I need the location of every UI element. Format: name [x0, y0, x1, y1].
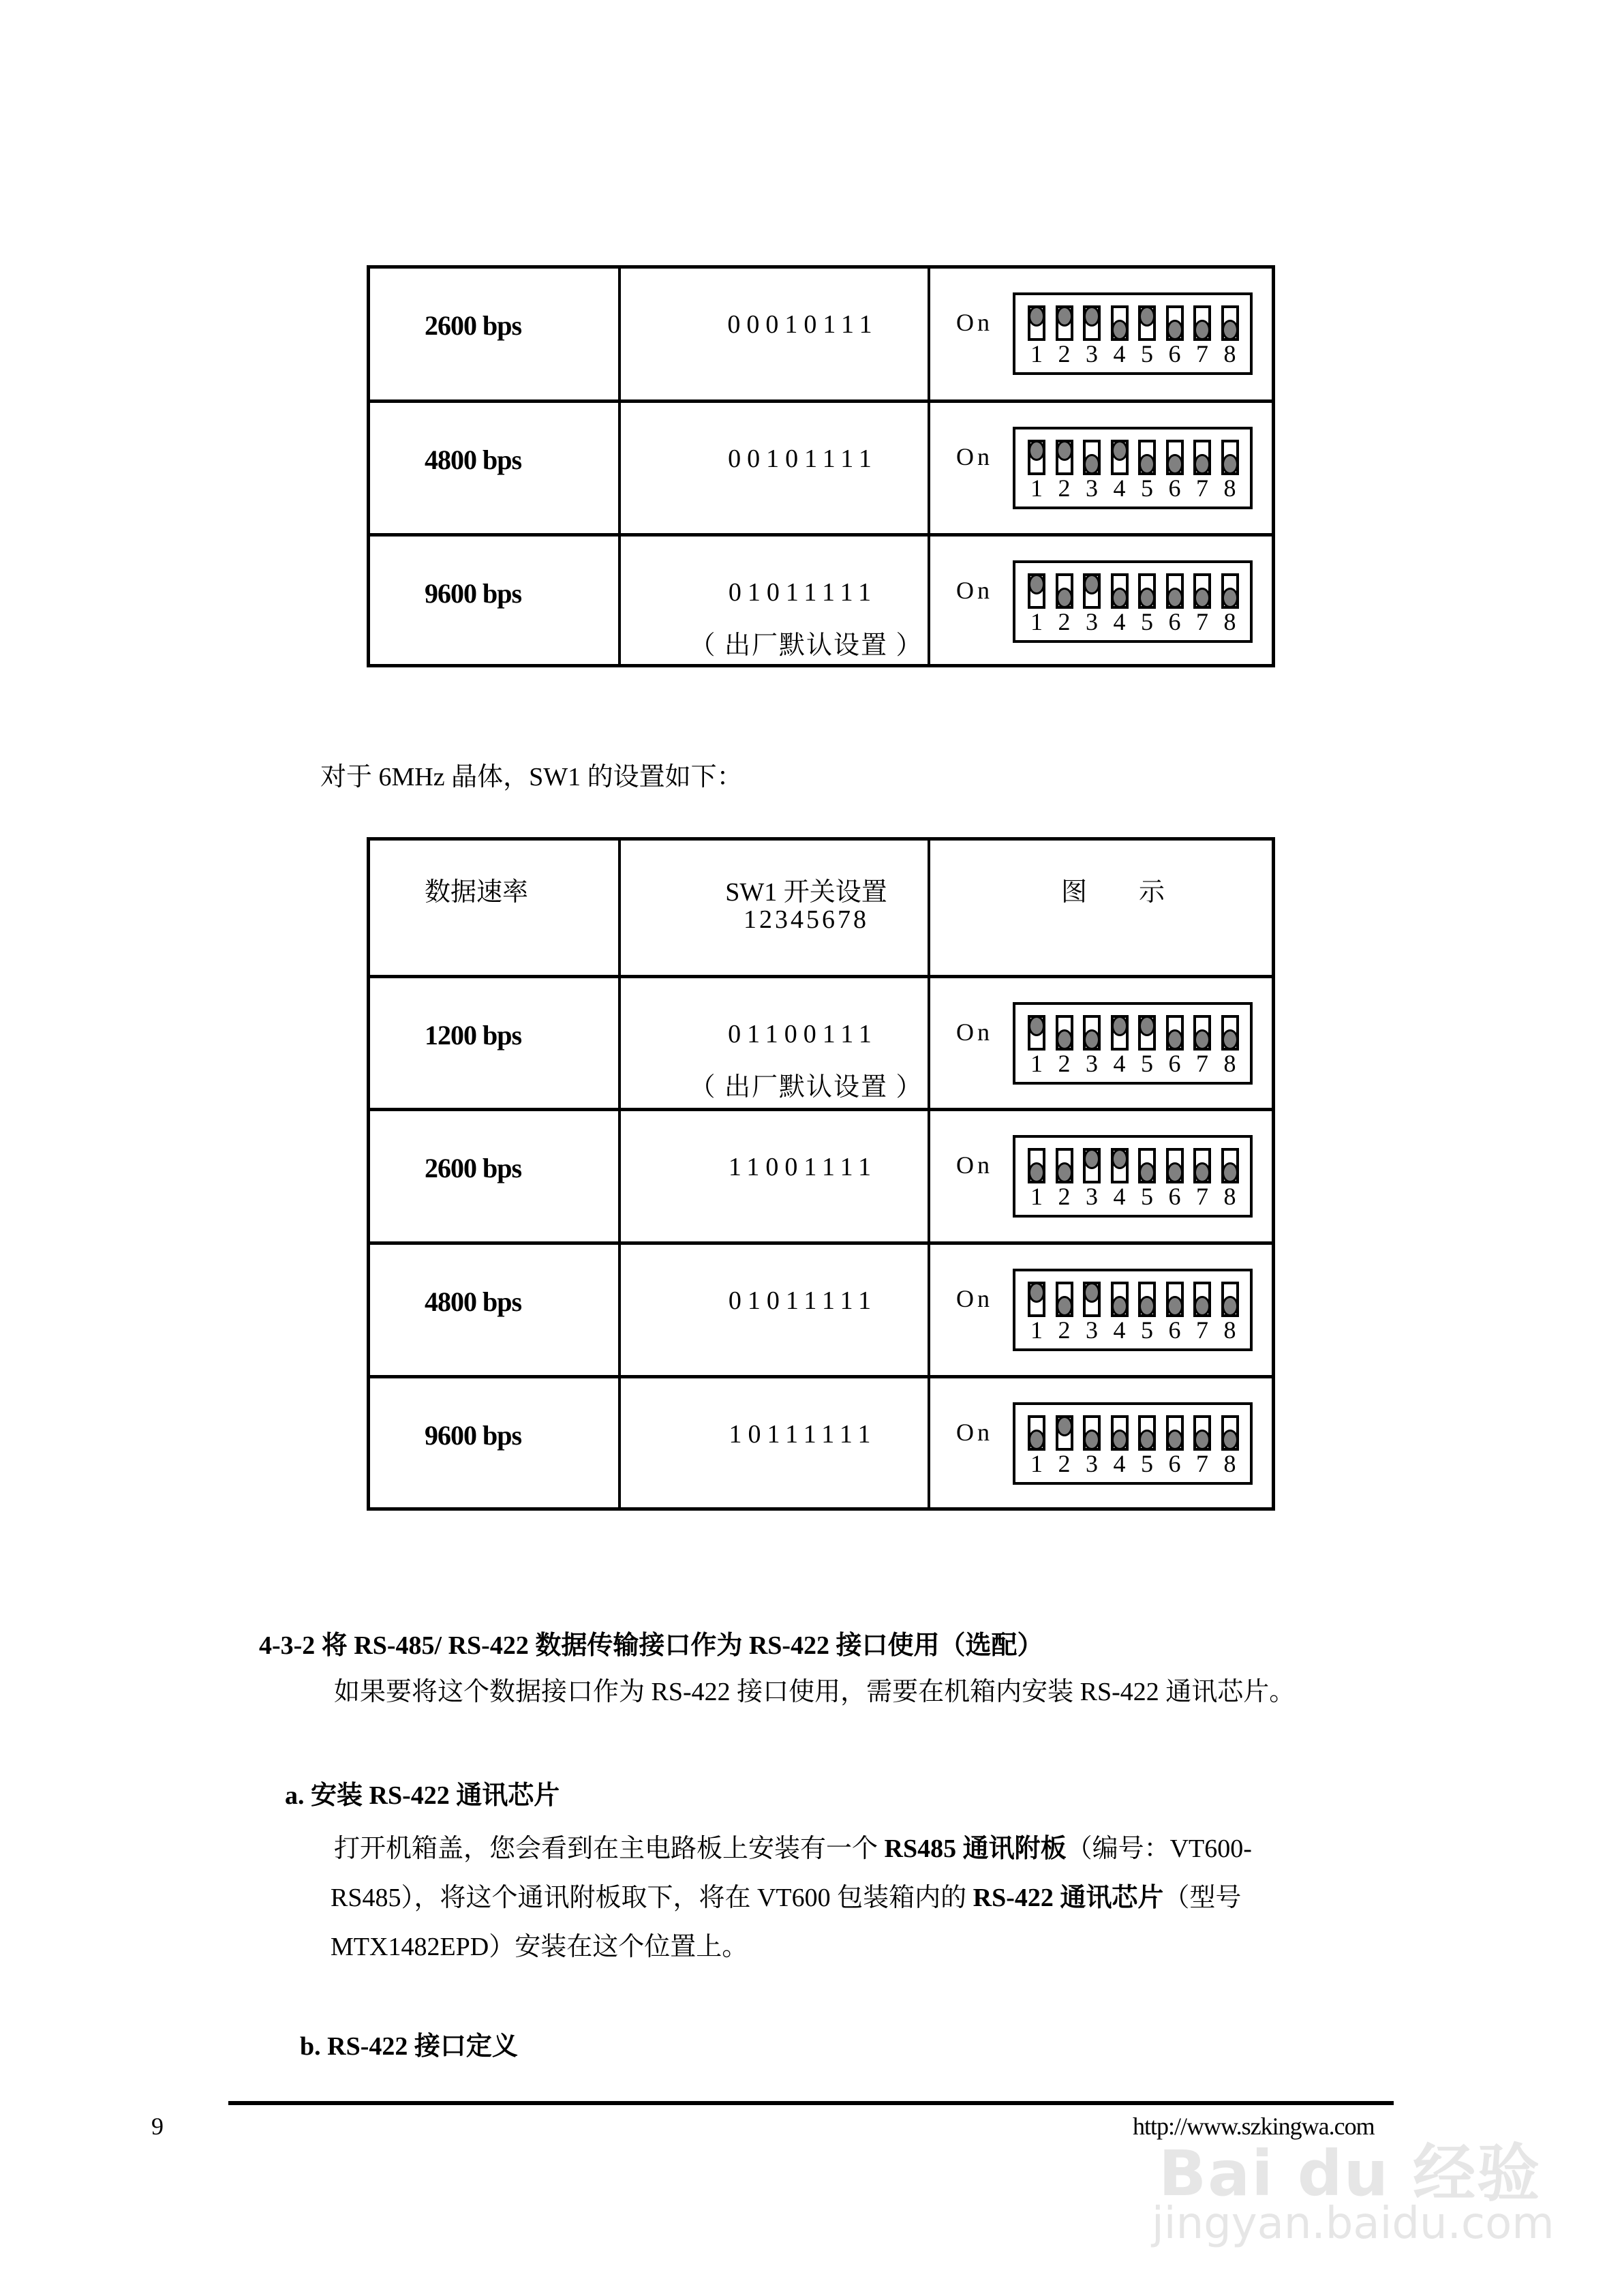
- switch-number: 7: [1196, 1450, 1208, 1477]
- switch-number: 8: [1223, 1316, 1236, 1344]
- switch-code: 11001111: [728, 1153, 878, 1181]
- dip-switch-6: [1166, 1015, 1184, 1051]
- dip-switch-4: [1111, 1415, 1129, 1451]
- table-row: [370, 1108, 1272, 1242]
- baud-rate-label: 9600 bps: [425, 1420, 522, 1451]
- on-label: On: [956, 1285, 993, 1312]
- text: 打开机箱盖，您会看到在主电路板上安装有一个: [334, 1834, 885, 1863]
- switch-number: 1: [1030, 1316, 1043, 1344]
- dip-switch-8: [1221, 573, 1239, 609]
- dip-switch-1: [1028, 1148, 1045, 1183]
- dip-switch-6: [1166, 305, 1184, 341]
- switch-knob-off-icon: [1222, 454, 1238, 474]
- switch-knob-off-icon: [1028, 1162, 1045, 1183]
- switch-knob-off-icon: [1222, 1296, 1238, 1316]
- baud-rate-label: 4800 bps: [425, 444, 522, 475]
- baud-rate-label: 4800 bps: [425, 1286, 522, 1317]
- dip-switch-1: [1028, 1415, 1045, 1451]
- on-label: On: [956, 1151, 993, 1179]
- dip-switch-2: [1056, 440, 1073, 475]
- dip-switch-5: [1138, 305, 1156, 341]
- dip-switch-8: [1221, 1148, 1239, 1183]
- on-label: On: [956, 443, 993, 470]
- dip-switch-1: [1028, 573, 1045, 609]
- dip-switch-5: [1138, 1015, 1156, 1051]
- dip-switch-7: [1193, 305, 1211, 341]
- switch-code: 00010111: [727, 310, 878, 339]
- switch-knob-off-icon: [1028, 1430, 1045, 1450]
- dip-switch-diagram: [1013, 292, 1253, 375]
- switch-knob-off-icon: [1194, 588, 1210, 608]
- dip-switch-diagram: [1013, 1135, 1253, 1218]
- switch-number: 2: [1058, 1183, 1071, 1210]
- switch-code: 00101111: [728, 444, 878, 473]
- switch-number: 5: [1141, 1316, 1153, 1344]
- switch-number: 4: [1113, 474, 1126, 502]
- switch-knob-off-icon: [1167, 1162, 1183, 1183]
- subsection-a-title: a. 安装 RS-422 通讯芯片: [285, 1781, 560, 1810]
- switch-number: 2: [1058, 1316, 1071, 1344]
- switch-knob-off-icon: [1194, 1162, 1210, 1183]
- switch-knob-off-icon: [1194, 320, 1210, 340]
- switch-knob-on-icon: [1112, 1149, 1128, 1169]
- switch-knob-off-icon: [1167, 1296, 1183, 1316]
- switch-number: 2: [1058, 474, 1071, 502]
- table-row: [370, 533, 1272, 667]
- emphasis: RS485 通讯附板: [884, 1834, 1067, 1863]
- switch-number: 1: [1030, 608, 1043, 635]
- on-label: On: [956, 309, 993, 336]
- dip-switch-1: [1028, 440, 1045, 475]
- on-label: On: [956, 1018, 993, 1046]
- table-row: [370, 269, 1272, 403]
- factory-default-note: （ 出厂默认设置 ）: [689, 631, 923, 660]
- dip-switch-1: [1028, 305, 1045, 341]
- switch-knob-on-icon: [1112, 440, 1128, 461]
- on-label: On: [956, 577, 993, 604]
- factory-default-note: （ 出厂默认设置 ）: [689, 1073, 923, 1102]
- dip-switch-7: [1193, 1015, 1211, 1051]
- dip-switch-2: [1056, 1148, 1073, 1183]
- dip-switch-4: [1111, 1148, 1129, 1183]
- switch-knob-off-icon: [1167, 320, 1183, 340]
- text: （型号: [1163, 1884, 1242, 1912]
- dip-switch-2: [1056, 1415, 1073, 1451]
- dip-switch-6: [1166, 1415, 1184, 1451]
- switch-code: 01100111: [728, 1020, 878, 1048]
- switch-number: 8: [1223, 474, 1236, 502]
- switch-code: 01011111: [728, 578, 878, 607]
- dip-switch-1: [1028, 1282, 1045, 1317]
- switch-knob-off-icon: [1084, 454, 1100, 474]
- switch-number: 6: [1168, 340, 1181, 367]
- header-sw1-setting: SW1 开关设置: [725, 878, 887, 907]
- dip-switch-7: [1193, 1415, 1211, 1451]
- dip-switch-8: [1221, 1015, 1239, 1051]
- baud-rate-label: 9600 bps: [425, 578, 522, 609]
- baud-rate-label: 1200 bps: [425, 1020, 522, 1051]
- dip-switch-2: [1056, 1015, 1073, 1051]
- switch-knob-off-icon: [1167, 1430, 1183, 1450]
- switch-number: 5: [1141, 1450, 1153, 1477]
- header-data-rate: 数据速率: [425, 878, 529, 907]
- on-label: On: [956, 1419, 993, 1446]
- switch-knob-off-icon: [1222, 588, 1238, 608]
- dip-switch-6: [1166, 1148, 1184, 1183]
- table-row: [370, 1241, 1272, 1376]
- switch-knob-off-icon: [1084, 1029, 1100, 1050]
- switch-number: 8: [1223, 1450, 1236, 1477]
- text: （编号：VT600-: [1066, 1834, 1252, 1863]
- dip-switch-3: [1083, 305, 1101, 341]
- switch-knob-on-icon: [1112, 1016, 1128, 1036]
- table-row: [370, 1375, 1272, 1509]
- switch-number: 1: [1030, 1450, 1043, 1477]
- dip-switch-8: [1221, 305, 1239, 341]
- dip-switch-1: [1028, 1015, 1045, 1051]
- switch-knob-on-icon: [1028, 1282, 1045, 1303]
- baidu-watermark-site: jingyan.baidu.com: [1152, 2199, 1555, 2249]
- dip-switch-8: [1221, 1282, 1239, 1317]
- dip-switch-diagram: [1013, 427, 1253, 509]
- dip-switch-6: [1166, 1282, 1184, 1317]
- footer-rule: [228, 2101, 1394, 2105]
- switch-number: 2: [1058, 608, 1071, 635]
- switch-number: 3: [1086, 1450, 1098, 1477]
- switch-number: 7: [1196, 608, 1208, 635]
- switch-number: 6: [1168, 1316, 1181, 1344]
- switch-knob-off-icon: [1084, 1430, 1100, 1450]
- switch-knob-on-icon: [1028, 306, 1045, 327]
- dip-switch-7: [1193, 1282, 1211, 1317]
- text: RS485），将这个通讯附板取下，将在 VT600 包装箱内的: [331, 1884, 973, 1912]
- dip-switch-6: [1166, 440, 1184, 475]
- emphasis: RS-422 通讯芯片: [973, 1884, 1164, 1912]
- dip-switch-8: [1221, 440, 1239, 475]
- switch-number: 3: [1086, 1183, 1098, 1210]
- switch-number: 7: [1196, 1183, 1208, 1210]
- dip-switch-6: [1166, 573, 1184, 609]
- switch-number: 5: [1141, 1050, 1153, 1077]
- switch-knob-off-icon: [1194, 454, 1210, 474]
- subsection-b-title: b. RS-422 接口定义: [300, 2032, 518, 2061]
- switch-number: 4: [1113, 1183, 1126, 1210]
- switch-knob-on-icon: [1056, 306, 1073, 327]
- switch-number: 5: [1141, 608, 1153, 635]
- switch-number: 5: [1141, 340, 1153, 367]
- switch-number: 8: [1223, 608, 1236, 635]
- dip-switch-5: [1138, 440, 1156, 475]
- table-row: [370, 975, 1272, 1109]
- switch-knob-on-icon: [1139, 1016, 1155, 1036]
- dip-switch-7: [1193, 440, 1211, 475]
- switch-knob-off-icon: [1139, 588, 1155, 608]
- switch-number: 2: [1058, 1050, 1071, 1077]
- switch-knob-on-icon: [1084, 1282, 1100, 1303]
- switch-knob-off-icon: [1112, 1296, 1128, 1316]
- subsection-a-line2: [331, 1876, 1241, 1914]
- switch-knob-off-icon: [1056, 588, 1073, 608]
- switch-number: 3: [1086, 1316, 1098, 1344]
- dip-switch-4: [1111, 573, 1129, 609]
- baud-rate-label: 2600 bps: [425, 310, 522, 341]
- dip-switch-3: [1083, 440, 1101, 475]
- switch-number: 1: [1030, 474, 1043, 502]
- switch-knob-off-icon: [1194, 1029, 1210, 1050]
- switch-number: 6: [1168, 474, 1181, 502]
- dip-switch-diagram: [1013, 560, 1253, 643]
- switch-number: 3: [1086, 340, 1098, 367]
- dip-switch-7: [1193, 573, 1211, 609]
- switch-knob-off-icon: [1194, 1430, 1210, 1450]
- dip-switch-5: [1138, 1415, 1156, 1451]
- table-header-row: [370, 841, 1272, 977]
- switch-number: 3: [1086, 1050, 1098, 1077]
- dip-switch-5: [1138, 1282, 1156, 1317]
- switch-knob-off-icon: [1194, 1296, 1210, 1316]
- switch-number: 1: [1030, 1183, 1043, 1210]
- dip-switch-diagram: [1013, 1269, 1253, 1351]
- baud-table-6mhz: [367, 837, 1275, 1511]
- switch-code: 01011111: [728, 1286, 878, 1315]
- switch-knob-on-icon: [1139, 306, 1155, 327]
- dip-switch-4: [1111, 1015, 1129, 1051]
- switch-number: 4: [1113, 1316, 1126, 1344]
- dip-switch-2: [1056, 305, 1073, 341]
- switch-knob-off-icon: [1167, 1029, 1183, 1050]
- dip-switch-3: [1083, 1282, 1101, 1317]
- switch-number: 4: [1113, 608, 1126, 635]
- dip-switch-8: [1221, 1415, 1239, 1451]
- header-diagram: 图 示: [1060, 878, 1165, 907]
- section-intro: 如果要将这个数据接口作为 RS-422 接口使用，需要在机箱内安装 RS-422 通讯芯片。: [334, 1678, 1296, 1706]
- switch-code: 10111111: [729, 1420, 877, 1449]
- switch-number: 8: [1223, 1050, 1236, 1077]
- switch-number: 8: [1223, 1183, 1236, 1210]
- switch-knob-off-icon: [1056, 1162, 1073, 1183]
- switch-knob-off-icon: [1167, 588, 1183, 608]
- switch-number: 6: [1168, 1183, 1181, 1210]
- dip-switch-3: [1083, 1415, 1101, 1451]
- switch-knob-off-icon: [1139, 454, 1155, 474]
- switch-knob-on-icon: [1084, 306, 1100, 327]
- switch-number: 3: [1086, 608, 1098, 635]
- dip-switch-3: [1083, 1015, 1101, 1051]
- section-heading: 4-3-2 将 RS-485/ RS-422 数据传输接口作为 RS-422 接口使用（选配）: [259, 1631, 1043, 1660]
- switch-knob-off-icon: [1222, 1029, 1238, 1050]
- dip-switch-3: [1083, 573, 1101, 609]
- dip-switch-4: [1111, 1282, 1129, 1317]
- dip-switch-3: [1083, 1148, 1101, 1183]
- switch-number: 5: [1141, 474, 1153, 502]
- subsection-a-line3: MTX1482EPD）安装在这个位置上。: [331, 1933, 748, 1961]
- switch-knob-on-icon: [1056, 1416, 1073, 1436]
- dip-switch-2: [1056, 573, 1073, 609]
- dip-switch-7: [1193, 1148, 1211, 1183]
- subsection-a-line1: [334, 1827, 1252, 1864]
- dip-switch-4: [1111, 440, 1129, 475]
- switch-number: 6: [1168, 1050, 1181, 1077]
- switch-number: 1: [1030, 1050, 1043, 1077]
- dip-switch-4: [1111, 305, 1129, 341]
- table-row: [370, 399, 1272, 534]
- switch-number: 7: [1196, 340, 1208, 367]
- dip-switch-diagram: [1013, 1402, 1253, 1485]
- baud-rate-label: 2600 bps: [425, 1153, 522, 1183]
- switch-number: 7: [1196, 1050, 1208, 1077]
- switch-number: 8: [1223, 340, 1236, 367]
- switch-number: 5: [1141, 1183, 1153, 1210]
- switch-number: 6: [1168, 1450, 1181, 1477]
- switch-knob-off-icon: [1139, 1162, 1155, 1183]
- switch-number: 3: [1086, 474, 1098, 502]
- header-switch-numbers: 12345678: [744, 905, 869, 934]
- switch-number: 7: [1196, 1316, 1208, 1344]
- switch-knob-off-icon: [1167, 454, 1183, 474]
- switch-knob-off-icon: [1056, 1296, 1073, 1316]
- switch-knob-off-icon: [1112, 320, 1128, 340]
- baidu-watermark-logo: Bai du 经验: [1159, 2137, 1542, 2210]
- switch-knob-on-icon: [1028, 1016, 1045, 1036]
- switch-knob-off-icon: [1112, 588, 1128, 608]
- switch-knob-off-icon: [1139, 1430, 1155, 1450]
- switch-number: 4: [1113, 1450, 1126, 1477]
- switch-number: 2: [1058, 1450, 1071, 1477]
- page-number: 9: [151, 2113, 164, 2140]
- switch-number: 2: [1058, 340, 1071, 367]
- switch-knob-off-icon: [1222, 320, 1238, 340]
- baud-table-continued: [367, 265, 1275, 667]
- switch-knob-off-icon: [1056, 1029, 1073, 1050]
- dip-switch-5: [1138, 1148, 1156, 1183]
- switch-knob-on-icon: [1084, 1149, 1100, 1169]
- switch-number: 4: [1113, 340, 1126, 367]
- dip-switch-2: [1056, 1282, 1073, 1317]
- switch-knob-off-icon: [1222, 1430, 1238, 1450]
- footer-url[interactable]: http://www.szkingwa.com: [1133, 2113, 1375, 2140]
- switch-knob-on-icon: [1056, 440, 1073, 461]
- switch-knob-on-icon: [1028, 440, 1045, 461]
- switch-number: 4: [1113, 1050, 1126, 1077]
- switch-knob-off-icon: [1222, 1162, 1238, 1183]
- switch-knob-on-icon: [1028, 574, 1045, 594]
- dip-switch-diagram: [1013, 1002, 1253, 1085]
- switch-number: 6: [1168, 608, 1181, 635]
- switch-knob-off-icon: [1112, 1430, 1128, 1450]
- switch-knob-off-icon: [1139, 1296, 1155, 1316]
- crystal-6mhz-intro: 对于 6MHz 晶体，SW1 的设置如下：: [320, 763, 743, 791]
- switch-number: 1: [1030, 340, 1043, 367]
- switch-number: 7: [1196, 474, 1208, 502]
- switch-knob-on-icon: [1084, 574, 1100, 594]
- dip-switch-5: [1138, 573, 1156, 609]
